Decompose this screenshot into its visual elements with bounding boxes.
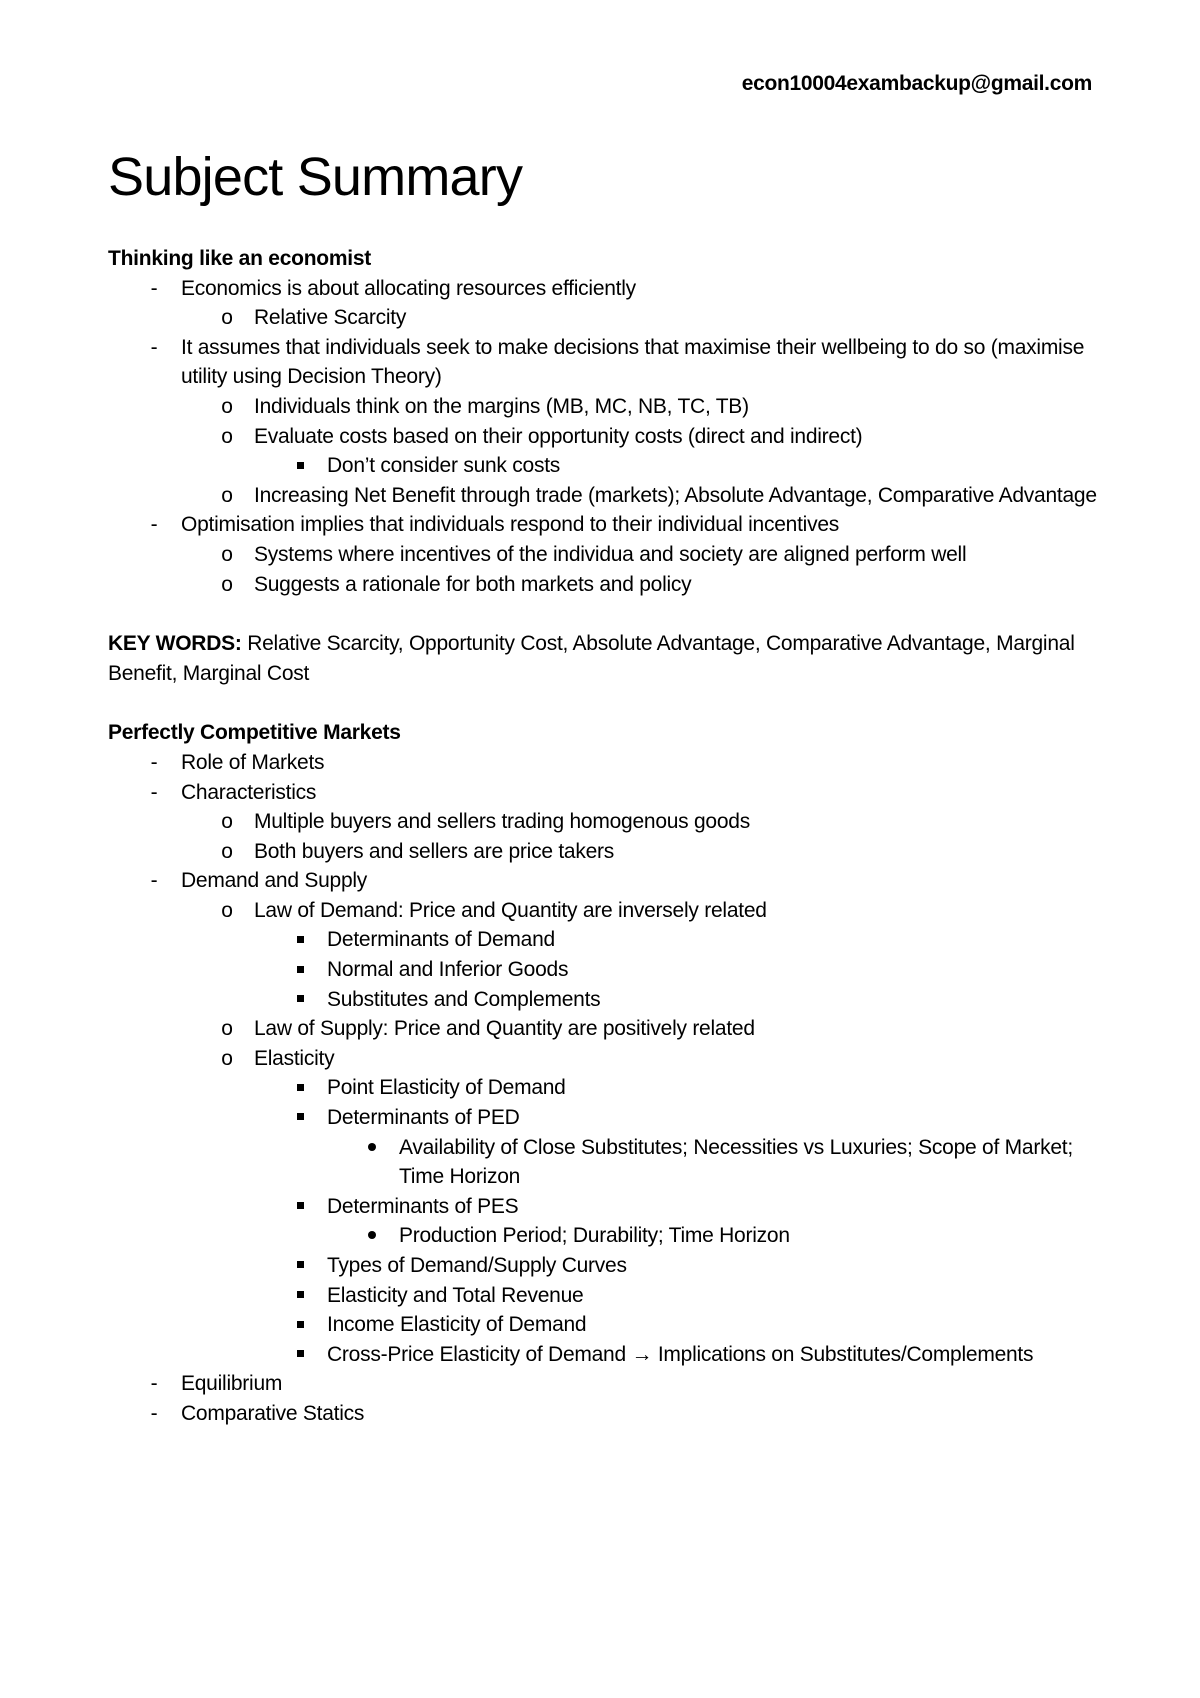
dash-bullet: - [150, 780, 158, 804]
list-item: Point Elasticity of Demand [108, 1073, 1098, 1103]
circle-bullet: o [221, 810, 233, 834]
list-item: Don’t consider sunk costs [108, 451, 1098, 481]
dash-bullet: - [150, 869, 158, 893]
list-item: - Comparative Statics [108, 1399, 1098, 1429]
list-item: Types of Demand/Supply Curves [108, 1251, 1098, 1281]
list-item: o Both buyers and sellers are price takers [108, 837, 1098, 867]
list-item: Income Elasticity of Demand [108, 1310, 1098, 1340]
square-bullet-icon [290, 1251, 310, 1281]
header-email: econ10004exambackup@gmail.com [741, 72, 1092, 95]
dot-bullet-icon [362, 1221, 382, 1251]
square-bullet-icon [290, 1192, 310, 1222]
square-bullet-icon [290, 1073, 310, 1103]
circle-bullet: o [221, 898, 233, 922]
document-body [108, 244, 1098, 1429]
list-item: Production Period; Durability; Time Horizon [108, 1221, 1098, 1251]
circle-bullet: o [221, 542, 233, 566]
circle-bullet: o [221, 394, 233, 418]
square-bullet-icon [290, 1340, 310, 1370]
list-item: Availability of Close Substitutes; Necessities vs Luxuries; Scope of Market; Time Horizon [108, 1133, 1098, 1192]
page-title: Subject Summary [108, 147, 523, 207]
list-item: o Evaluate costs based on their opportunity costs (direct and indirect) [108, 422, 1098, 452]
list-item: o Individuals think on the margins (MB, MC, NB, TC, TB) [108, 392, 1098, 422]
list-item: o Law of Demand: Price and Quantity are inversely related [108, 896, 1098, 926]
circle-bullet: o [221, 1046, 233, 1070]
circle-bullet: o [221, 483, 233, 507]
list-item: Normal and Inferior Goods [108, 955, 1098, 985]
square-bullet-icon [290, 1103, 310, 1133]
list-item: Determinants of PED [108, 1103, 1098, 1133]
list-item: o Suggests a rationale for both markets and policy [108, 570, 1098, 600]
list-item: Cross-Price Elasticity of Demand → Implications on Substitutes/Complements [108, 1340, 1098, 1370]
dash-bullet: - [150, 513, 158, 537]
list-item: Determinants of Demand [108, 925, 1098, 955]
circle-bullet: o [221, 306, 233, 330]
list-item: - Equilibrium [108, 1369, 1098, 1399]
list-item: o Relative Scarcity [108, 303, 1098, 333]
dash-bullet: - [150, 750, 158, 774]
circle-bullet: o [221, 1017, 233, 1041]
list-item: o Law of Supply: Price and Quantity are positively related [108, 1014, 1098, 1044]
key-words-text: Relative Scarcity, Opportunity Cost, Absolute Advantage, Comparative Advantage, Marginal Benefit, Marginal Cost [108, 632, 1075, 685]
list-item: Substitutes and Complements [108, 985, 1098, 1015]
list-item: o Increasing Net Benefit through trade (markets); Absolute Advantage, Comparative Advantage [108, 481, 1098, 511]
key-words-label: KEY WORDS: [108, 632, 242, 656]
list-item: - Role of Markets [108, 748, 1098, 778]
square-bullet-icon [290, 985, 310, 1015]
square-bullet-icon [290, 1281, 310, 1311]
list-item: o Multiple buyers and sellers trading homogenous goods [108, 807, 1098, 837]
dash-bullet: - [150, 1372, 158, 1396]
list-item: - Characteristics [108, 778, 1098, 808]
circle-bullet: o [221, 572, 233, 596]
list-item: o Systems where incentives of the individua and society are aligned perform well [108, 540, 1098, 570]
list-item: - Economics is about allocating resources efficiently [108, 274, 1098, 304]
dash-bullet: - [150, 1401, 158, 1425]
square-bullet-icon [290, 451, 310, 481]
list-item: Elasticity and Total Revenue [108, 1281, 1098, 1311]
list-item: Determinants of PES [108, 1192, 1098, 1222]
list-item: - Optimisation implies that individuals respond to their individual incentives [108, 510, 1098, 540]
list-item: - Demand and Supply [108, 866, 1098, 896]
list-item: - It assumes that individuals seek to make decisions that maximise their wellbeing to do so (maximise utility using Decision Theory) [108, 333, 1098, 392]
section-heading-thinking: Thinking like an economist [108, 247, 372, 270]
circle-bullet: o [221, 424, 233, 448]
dot-bullet-icon [362, 1133, 382, 1163]
key-words-paragraph [108, 629, 1098, 688]
section-heading-markets: Perfectly Competitive Markets [108, 721, 401, 745]
dash-bullet: - [150, 276, 158, 300]
square-bullet-icon [290, 955, 310, 985]
square-bullet-icon [290, 925, 310, 955]
circle-bullet: o [221, 839, 233, 863]
square-bullet-icon [290, 1310, 310, 1340]
list-item: o Elasticity [108, 1044, 1098, 1074]
dash-bullet: - [150, 335, 158, 359]
